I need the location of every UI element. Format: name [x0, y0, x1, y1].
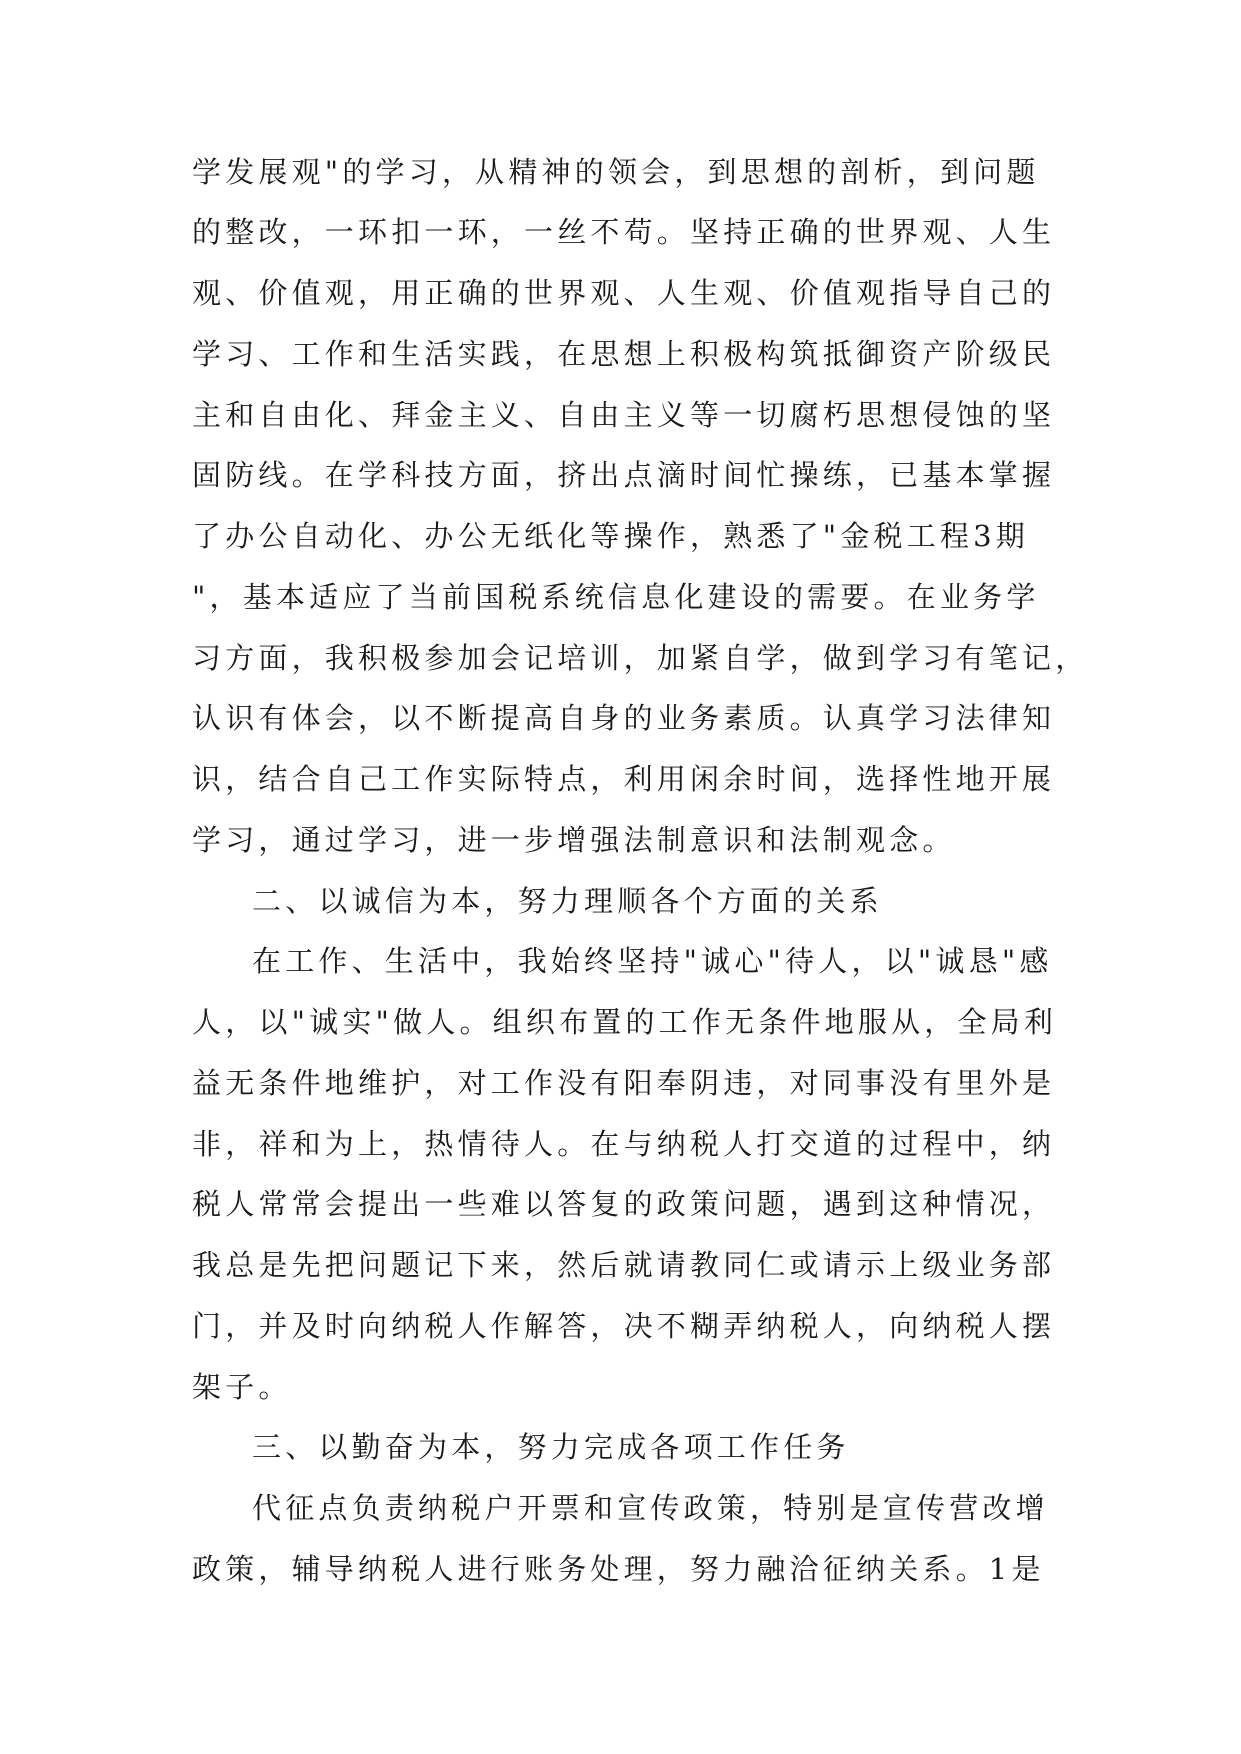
- text-line: 我总是先把问题记下来，然后就请教同仁或请示上级业务部: [192, 1248, 1056, 1282]
- text-line: 益无条件地维护，对工作没有阳奉阴违，对同事没有里外是: [192, 1066, 1056, 1100]
- section-heading: 三、以勤奋为本，努力完成各项工作任务: [252, 1430, 850, 1464]
- text-line: 人，以"诚实"做人。组织布置的工作无条件地服从，全局利: [192, 1005, 1058, 1039]
- text-line: 学发展观"的学习，从精神的领会，到思想的剖析，到问题: [192, 155, 1040, 189]
- text-line: "，基本适应了当前国税系统信息化建设的需要。在业务学: [192, 580, 1040, 614]
- text-line: 的整改，一环扣一环，一丝不苟。坚持正确的世界观、人生: [192, 215, 1056, 249]
- text-line: 固防线。在学科技方面，挤出点滴时间忙操练，已基本掌握: [192, 458, 1056, 492]
- text-line: 主和自由化、拜金主义、自由主义等一切腐朽思想侵蚀的坚: [192, 398, 1056, 432]
- text-line: 代征点负责纳税户开票和宣传政策，特别是宣传营改增: [252, 1491, 1049, 1525]
- section-heading: 二、以诚信为本，努力理顺各个方面的关系: [252, 884, 883, 918]
- text-line: 政策，辅导纳税人进行账务处理，努力融洽征纳关系。1是: [192, 1552, 1045, 1586]
- text-line: 习方面，我积极参加会记培训，加紧自学，做到学习有笔记，: [192, 641, 1089, 675]
- text-line: 架子。: [192, 1370, 292, 1404]
- text-line: 了办公自动化、办公无纸化等操作，熟悉了"金税工程3期: [192, 519, 1029, 553]
- text-line: 非，祥和为上，热情待人。在与纳税人打交道的过程中，纳: [192, 1127, 1056, 1161]
- text-line: 观、价值观，用正确的世界观、人生观、价值观指导自己的: [192, 276, 1056, 310]
- text-line: 税人常常会提出一些难以答复的政策问题，遇到这种情况，: [192, 1187, 1056, 1221]
- text-line: 在工作、生活中，我始终坚持"诚心"待人，以"诚恳"感: [252, 944, 1053, 978]
- text-line: 识，结合自己工作实际特点，利用闲余时间，选择性地开展: [192, 762, 1056, 796]
- text-line: 学习、工作和生活实践，在思想上积极构筑抵御资产阶级民: [192, 337, 1056, 371]
- text-line: 门，并及时向纳税人作解答，决不糊弄纳税人，向纳税人摆: [192, 1309, 1056, 1343]
- text-line: 学习，通过学习，进一步增强法制意识和法制观念。: [192, 823, 956, 857]
- text-line: 认识有体会，以不断提高自身的业务素质。认真学习法律知: [192, 701, 1056, 735]
